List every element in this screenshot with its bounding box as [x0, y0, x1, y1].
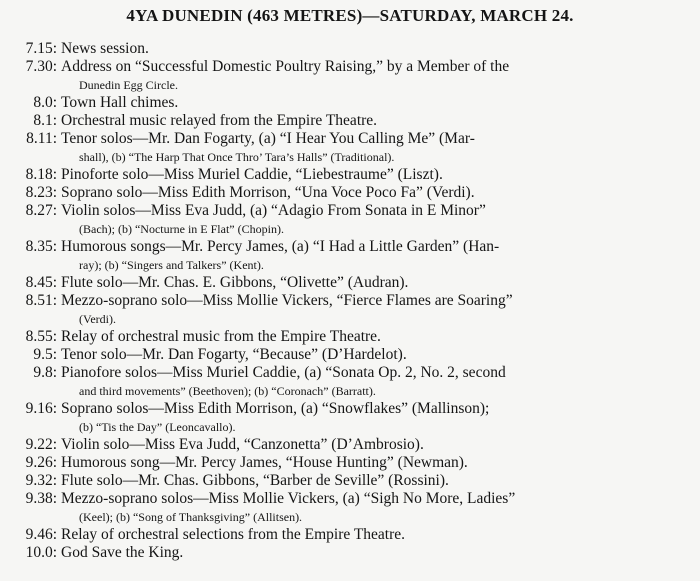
entry-time: 7.15:	[25, 40, 57, 57]
programme-entry	[4, 328, 692, 346]
entry-description-line: God Save the King.	[61, 544, 184, 561]
entry-description-line: Orchestral music relayed from the Empire Theatre.	[61, 112, 378, 129]
programme-entry	[4, 364, 692, 400]
entry-description-line: Flute solo—Mr. Chas. E. Gibbons, “Olivette” (Audran).	[61, 274, 409, 291]
entry-description	[61, 202, 692, 238]
entry-description-line: Mezzo-soprano solo—Miss Mollie Vickers, “Fierce Flames are Soaring”	[61, 292, 513, 309]
programme-entry	[4, 112, 692, 130]
entry-description-line: Tenor solos—Mr. Dan Fogarty, (a) “I Hear You Calling Me” (Mar-	[61, 130, 475, 147]
entry-description-line: (Verdi).	[79, 312, 116, 326]
entry-time: 8.18:	[25, 166, 57, 183]
entry-time: 8.23:	[25, 184, 57, 201]
entry-description	[61, 346, 692, 364]
entry-description	[61, 526, 692, 544]
entry-description-line: Dunedin Egg Circle.	[79, 78, 178, 92]
entry-description	[61, 274, 692, 292]
programme-entry	[4, 40, 692, 58]
entry-description-line: ray); (b) “Singers and Talkers” (Kent).	[79, 258, 264, 272]
programme-entry	[4, 58, 692, 94]
entry-description-line: Relay of orchestral selections from the Empire Theatre.	[61, 526, 406, 543]
entry-description-line: Address on “Successful Domestic Poultry Raising,” by a Member of the	[61, 58, 510, 75]
entry-description	[61, 58, 692, 94]
entry-description-line: Soprano solo—Miss Edith Morrison, “Una Voce Poco Fa” (Verdi).	[61, 184, 475, 201]
entry-time: 8.35:	[25, 238, 57, 255]
programme-heading: 4YA DUNEDIN (463 METRES)—SATURDAY, MARCH 24.	[126, 6, 574, 25]
entry-description-line: Pinoforte solo—Miss Muriel Caddie, “Liebestraume” (Liszt).	[61, 166, 443, 183]
programme-entry	[4, 472, 692, 490]
entry-description	[61, 364, 692, 400]
entry-description-line: (Keel); (b) “Song of Thanksgiving” (Allitsen).	[79, 510, 303, 524]
entry-time: 7.30:	[25, 58, 57, 75]
entry-time: 9.46:	[25, 526, 57, 543]
entry-time: 8.1:	[33, 112, 57, 129]
entry-time: 9.5:	[33, 346, 57, 363]
programme-entry	[4, 490, 692, 526]
programme-entry	[4, 400, 692, 436]
programme-entry	[4, 130, 692, 166]
entry-description	[61, 112, 692, 130]
entry-description-line: shall), (b) “The Harp That Once Thro’ Tara’s Halls” (Traditional).	[79, 150, 395, 164]
entry-time: 9.26:	[25, 454, 57, 471]
entry-description	[61, 490, 692, 526]
programme-entry	[4, 274, 692, 292]
programme-entry	[4, 202, 692, 238]
entry-description-line: Flute solo—Mr. Chas. Gibbons, “Barber de Seville” (Rossini).	[61, 472, 449, 489]
entry-description-line: Town Hall chimes.	[61, 94, 179, 111]
programme-entry	[4, 526, 692, 544]
entry-description-line: Humorous song—Mr. Percy James, “House Hunting” (Newman).	[61, 454, 468, 471]
entry-time: 9.32:	[25, 472, 57, 489]
entry-description-line: (b) “Tis the Day” (Leoncavallo).	[79, 420, 236, 434]
programme-entry	[4, 436, 692, 454]
entry-description	[61, 454, 692, 472]
entry-description	[61, 292, 692, 328]
entry-description-line: Mezzo-soprano solos—Miss Mollie Vickers, (a) “Sigh No More, Ladies”	[61, 490, 516, 507]
entry-description-line: Humorous songs—Mr. Percy James, (a) “I Had a Little Garden” (Han-	[61, 238, 500, 255]
entry-description-line: Relay of orchestral music from the Empire Theatre.	[61, 328, 381, 345]
programme-entry	[4, 238, 692, 274]
entry-time: 8.45:	[25, 274, 57, 291]
programme-entry	[4, 166, 692, 184]
programme-entry	[4, 544, 692, 562]
programme-entry	[4, 94, 692, 112]
entry-description	[61, 472, 692, 490]
programme-entry	[4, 454, 692, 472]
entry-description-line: News session.	[61, 40, 149, 57]
entry-time: 8.27:	[25, 202, 57, 219]
entry-description	[61, 328, 692, 346]
entry-time: 8.11:	[26, 130, 57, 147]
programme-entry	[4, 346, 692, 364]
entry-description	[61, 94, 692, 112]
entry-time: 9.8:	[33, 364, 57, 381]
entry-time: 9.38:	[25, 490, 57, 507]
programme-list	[4, 40, 692, 562]
entry-description-line: Pianofore solos—Miss Muriel Caddie, (a) “Sonata Op. 2, No. 2, second	[61, 364, 506, 381]
entry-description	[61, 130, 692, 166]
entry-description-line: Violin solos—Miss Eva Judd, (a) “Adagio From Sonata in E Minor”	[61, 202, 486, 219]
entry-time: 8.51:	[25, 292, 57, 309]
entry-description-line: (Bach); (b) “Nocturne in E Flat” (Chopin).	[79, 222, 284, 236]
entry-description	[61, 238, 692, 274]
entry-description	[61, 184, 692, 202]
entry-description	[61, 400, 692, 436]
entry-description-line: Soprano solos—Miss Edith Morrison, (a) “Snowflakes” (Mallinson);	[61, 400, 490, 417]
entry-description	[61, 166, 692, 184]
entry-description	[61, 40, 692, 58]
entry-description-line: Violin solo—Miss Eva Judd, “Canzonetta” (D’Ambrosio).	[61, 436, 424, 453]
entry-time: 8.0:	[33, 94, 57, 111]
programme-entry	[4, 292, 692, 328]
entry-time: 10.0:	[25, 544, 57, 561]
entry-description	[61, 544, 692, 562]
entry-time: 9.22:	[25, 436, 57, 453]
entry-time: 8.55:	[25, 328, 57, 345]
entry-description-line: and third movements” (Beethoven); (b) “Coronach” (Barratt).	[79, 384, 376, 398]
entry-time: 9.16:	[25, 400, 57, 417]
entry-description	[61, 436, 692, 454]
programme-entry	[4, 184, 692, 202]
entry-description-line: Tenor solo—Mr. Dan Fogarty, “Because” (D’Hardelot).	[61, 346, 407, 363]
